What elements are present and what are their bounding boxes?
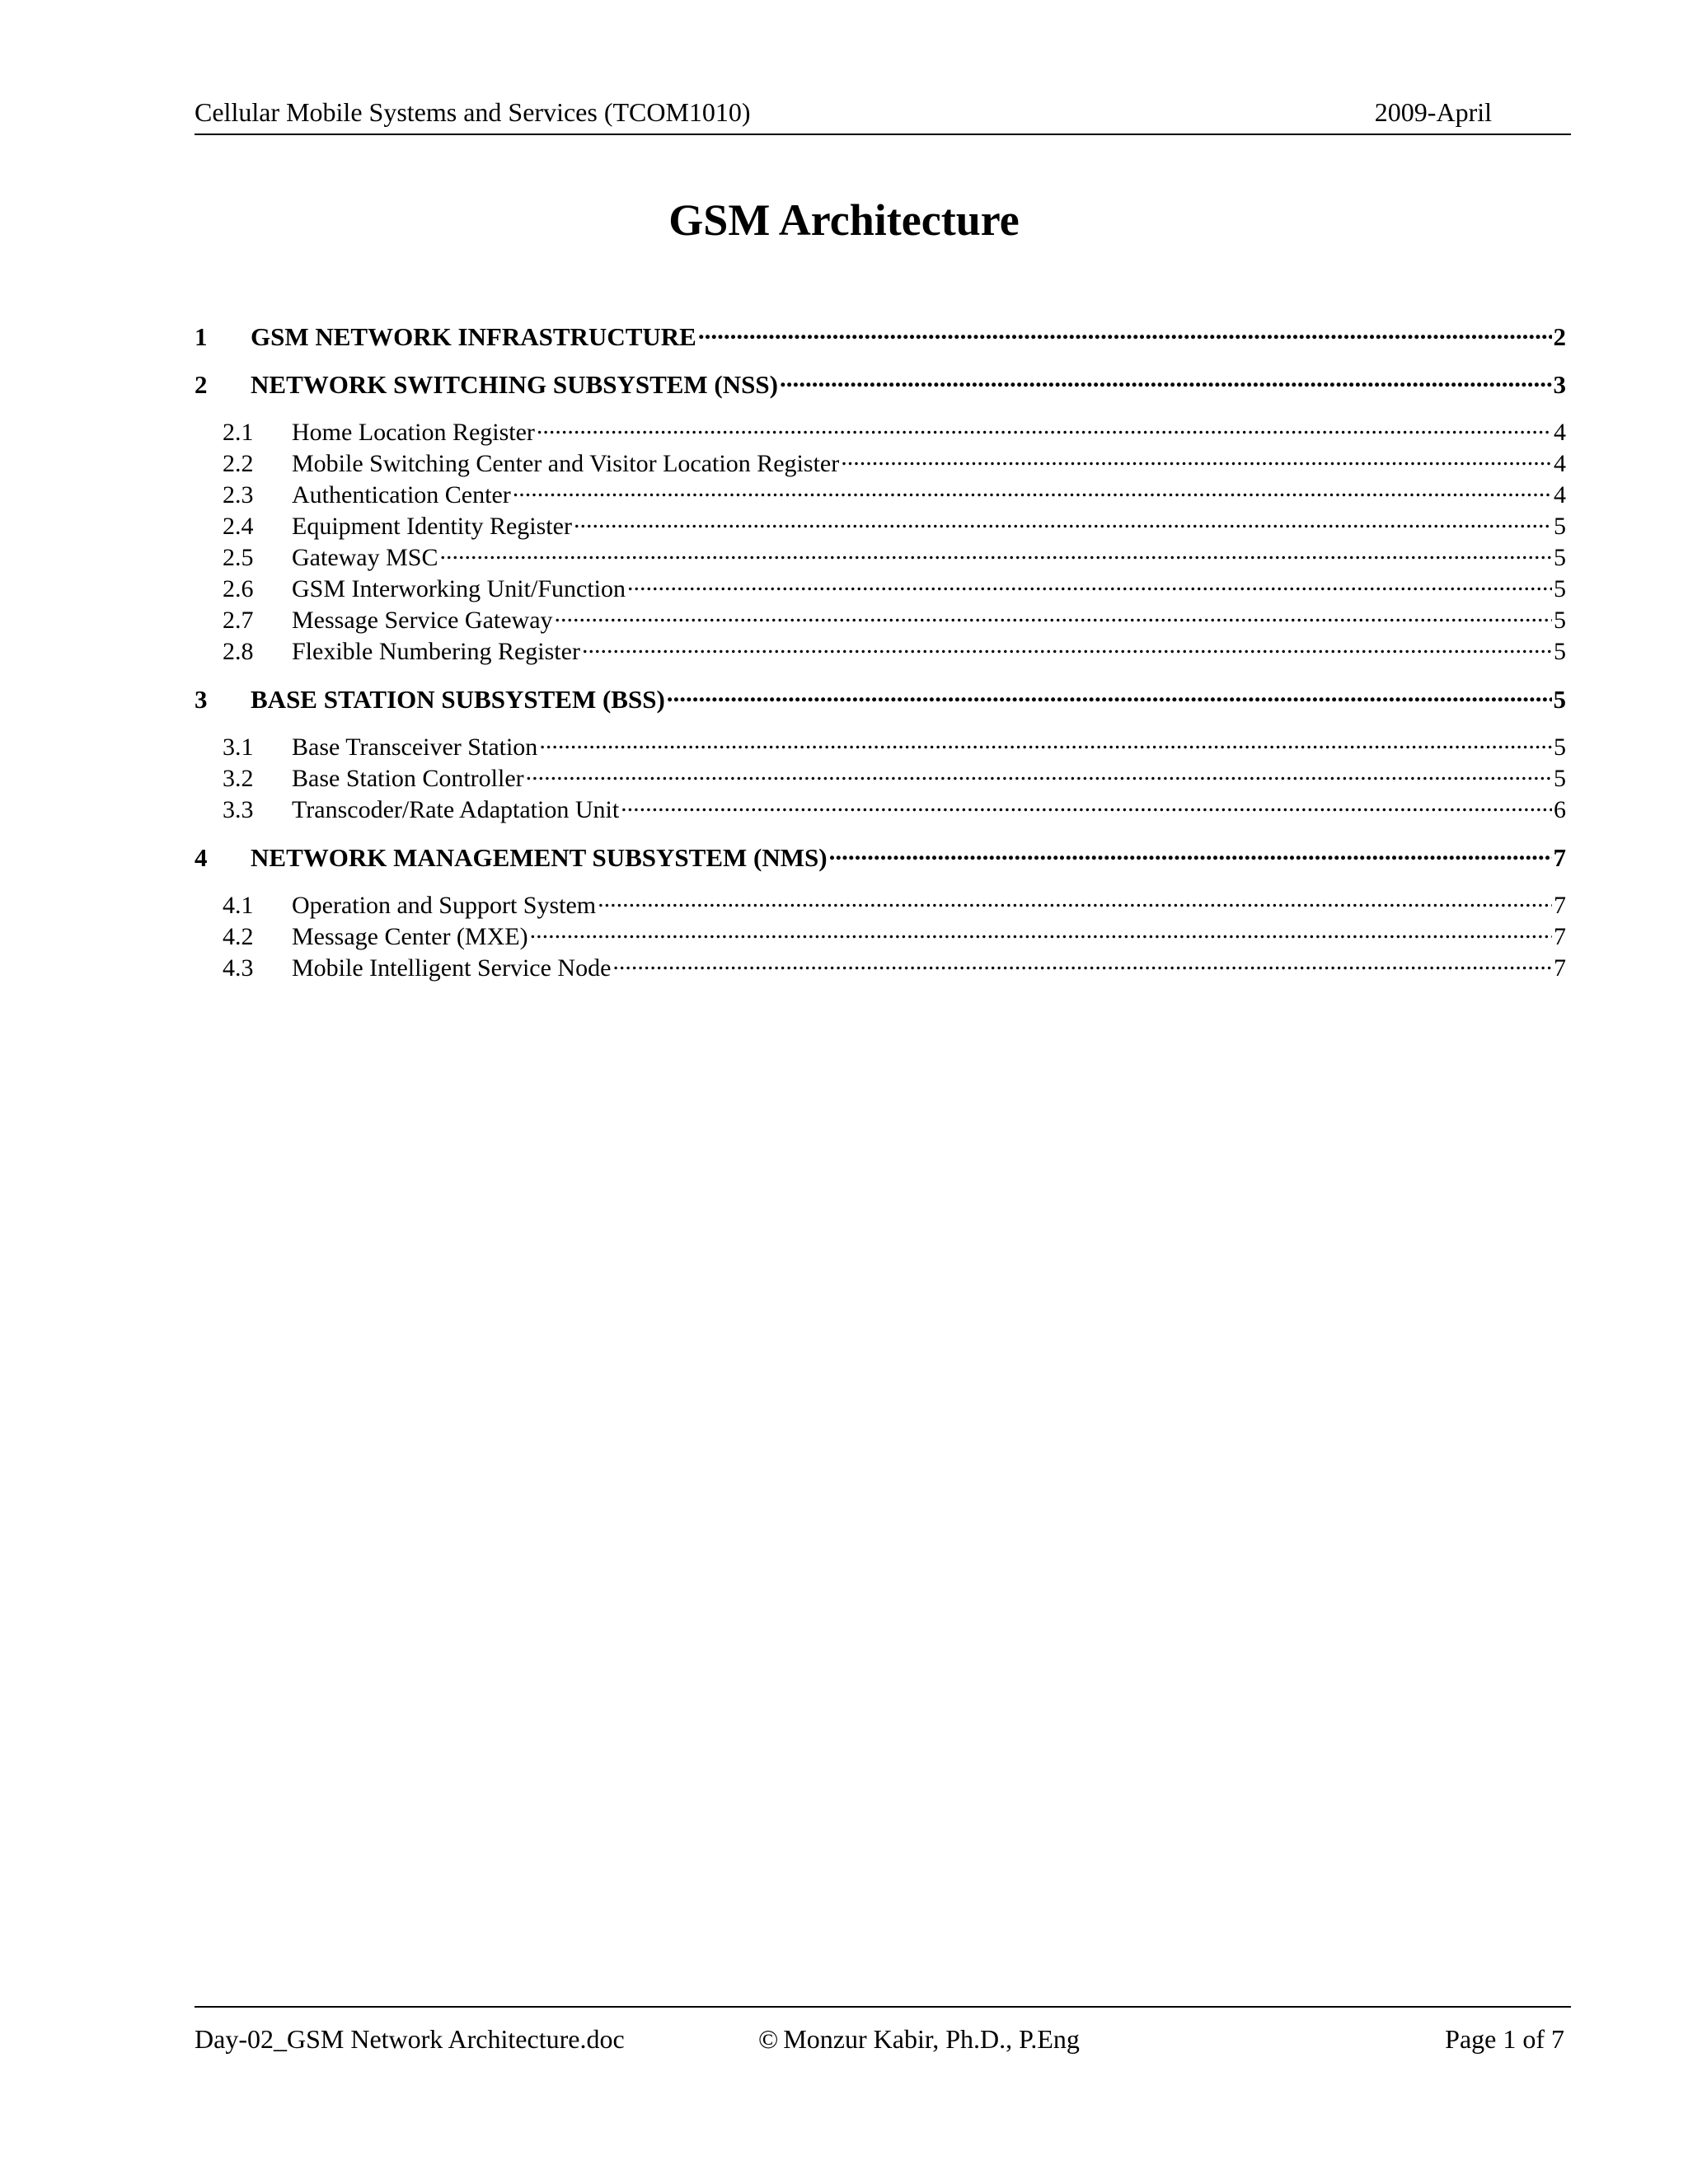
- toc-entry-label[interactable]: BASE STATION SUBSYSTEM (BSS): [251, 685, 665, 714]
- toc-entry-label[interactable]: Flexible Numbering Register: [292, 638, 580, 665]
- toc-entry-label[interactable]: Authentication Center: [292, 481, 511, 509]
- footer-filename: Day-02_GSM Network Architecture.doc: [195, 2024, 625, 2054]
- toc-entry-label[interactable]: NETWORK MANAGEMENT SUBSYSTEM (NMS): [251, 843, 828, 872]
- toc-dot-leader: [598, 888, 1552, 913]
- toc-entry-label[interactable]: NETWORK SWITCHING SUBSYSTEM (NSS): [251, 370, 778, 399]
- toc-dot-leader: [667, 682, 1552, 708]
- toc-entry-number: 2.2: [223, 450, 254, 477]
- toc-entry-number: 4.1: [223, 892, 254, 919]
- toc-dot-leader: [537, 415, 1552, 440]
- toc-entry-label[interactable]: Home Location Register: [292, 419, 535, 446]
- toc-entry-number: 2.6: [223, 575, 254, 602]
- toc-subsection-entry[interactable]: [195, 730, 1566, 762]
- toc-entry-page-number[interactable]: 2: [1553, 322, 1566, 351]
- footer-author-name: Monzur Kabir, Ph.D., P.Eng: [783, 2024, 1080, 2054]
- toc-dot-leader: [574, 509, 1552, 534]
- toc-entry-number: 2.8: [223, 638, 254, 665]
- toc-entry-number: 2.4: [223, 513, 254, 540]
- toc-section-entry[interactable]: [195, 682, 1566, 714]
- toc-entry-number: 3.3: [223, 796, 254, 823]
- toc-entry-number: 2.5: [223, 544, 254, 571]
- toc-entry-label[interactable]: Transcoder/Rate Adaptation Unit: [292, 796, 620, 823]
- toc-entry-number: 4.2: [223, 923, 254, 950]
- toc-entry-page-number[interactable]: 7: [1554, 892, 1566, 919]
- toc-entry-label[interactable]: Base Transceiver Station: [292, 733, 538, 761]
- toc-subsection-entry[interactable]: [195, 762, 1566, 793]
- toc-subsection-entry[interactable]: [195, 635, 1566, 666]
- toc-subsection-entry[interactable]: [195, 509, 1566, 541]
- toc-entry-number: 3.1: [223, 733, 254, 761]
- toc-entry-page-number[interactable]: 6: [1554, 796, 1566, 823]
- toc-entry-label[interactable]: Base Station Controller: [292, 765, 524, 792]
- toc-entry-page-number[interactable]: 5: [1553, 685, 1566, 714]
- toc-entry-label[interactable]: GSM NETWORK INFRASTRUCTURE: [251, 322, 696, 351]
- toc-dot-leader: [530, 920, 1552, 944]
- toc-dot-leader: [627, 572, 1552, 597]
- toc-entry-number: 2: [195, 370, 208, 399]
- toc-dot-leader: [555, 603, 1552, 628]
- toc-entry-page-number[interactable]: 5: [1554, 765, 1566, 792]
- toc-dot-leader: [841, 447, 1552, 471]
- toc-entry-number: 1: [195, 322, 208, 351]
- toc-section-entry[interactable]: [195, 320, 1566, 351]
- toc-dot-leader: [439, 541, 1552, 565]
- document-title: GSM Architecture: [668, 195, 1020, 245]
- toc-entry-page-number[interactable]: 5: [1554, 575, 1566, 602]
- toc-dot-leader: [526, 762, 1552, 786]
- toc-subsection-entry[interactable]: [195, 920, 1566, 951]
- toc-section-entry[interactable]: [195, 841, 1566, 872]
- toc-entry-label[interactable]: Message Service Gateway: [292, 607, 553, 634]
- page-header: [195, 97, 1571, 135]
- toc-dot-leader: [780, 368, 1552, 393]
- toc-entry-page-number[interactable]: 4: [1554, 481, 1566, 509]
- toc-dot-leader: [513, 478, 1552, 503]
- toc-entry-number: 2.3: [223, 481, 254, 509]
- toc-subsection-entry[interactable]: [195, 888, 1566, 920]
- copyright-icon: ©: [758, 2024, 779, 2054]
- toc-dot-leader: [829, 841, 1552, 866]
- toc-entry-number: 2.7: [223, 607, 254, 634]
- toc-entry-number: 3.2: [223, 765, 254, 792]
- toc-entry-page-number[interactable]: 5: [1554, 638, 1566, 665]
- toc-subsection-entry[interactable]: [195, 447, 1566, 478]
- header-date: 2009-April: [1374, 97, 1492, 127]
- toc-subsection-entry[interactable]: [195, 541, 1566, 572]
- toc-entry-label[interactable]: Equipment Identity Register: [292, 513, 572, 540]
- toc-entry-number: 4.3: [223, 954, 254, 982]
- toc-entry-number: 2.1: [223, 419, 254, 446]
- toc-entry-page-number[interactable]: 5: [1554, 607, 1566, 634]
- toc-entry-page-number[interactable]: 5: [1554, 513, 1566, 540]
- toc-subsection-entry[interactable]: [195, 603, 1566, 635]
- page-footer: [195, 2006, 1571, 2057]
- toc-entry-number: 4: [195, 843, 208, 872]
- toc-subsection-entry[interactable]: [195, 572, 1566, 603]
- toc-entry-page-number[interactable]: 7: [1554, 954, 1566, 982]
- toc-entry-page-number[interactable]: 3: [1553, 370, 1566, 399]
- toc-entry-label[interactable]: Mobile Switching Center and Visitor Location Register: [292, 450, 840, 477]
- toc-dot-leader: [582, 635, 1552, 659]
- toc-entry-label[interactable]: Operation and Support System: [292, 892, 597, 919]
- toc-entry-page-number[interactable]: 7: [1554, 923, 1566, 950]
- toc-subsection-entry[interactable]: [195, 793, 1566, 824]
- toc-entry-page-number[interactable]: 5: [1554, 544, 1566, 571]
- toc-entry-label[interactable]: Message Center (MXE): [292, 923, 528, 950]
- toc-dot-leader: [539, 730, 1552, 755]
- toc-subsection-entry[interactable]: [195, 415, 1566, 447]
- toc-dot-leader: [612, 951, 1552, 976]
- toc-entry-page-number[interactable]: 5: [1554, 733, 1566, 761]
- toc-dot-leader: [621, 793, 1552, 818]
- toc-entry-page-number[interactable]: 4: [1554, 450, 1566, 477]
- toc-entry-label[interactable]: Gateway MSC: [292, 544, 438, 571]
- toc-dot-leader: [698, 320, 1552, 345]
- toc-entry-page-number[interactable]: 7: [1553, 843, 1566, 872]
- toc-entry-number: 3: [195, 685, 208, 714]
- header-course-title: Cellular Mobile Systems and Services (TCOM1010): [195, 97, 751, 127]
- toc-entry-label[interactable]: Mobile Intelligent Service Node: [292, 954, 612, 982]
- footer-author: [758, 2024, 1080, 2055]
- toc-subsection-entry[interactable]: [195, 951, 1566, 982]
- toc-entry-label[interactable]: GSM Interworking Unit/Function: [292, 575, 626, 602]
- table-of-contents: [195, 320, 1566, 982]
- toc-subsection-entry[interactable]: [195, 478, 1566, 509]
- toc-entry-page-number[interactable]: 4: [1554, 419, 1566, 446]
- toc-section-entry[interactable]: [195, 368, 1566, 399]
- footer-page-info: Page 1 of 7: [1445, 2024, 1564, 2054]
